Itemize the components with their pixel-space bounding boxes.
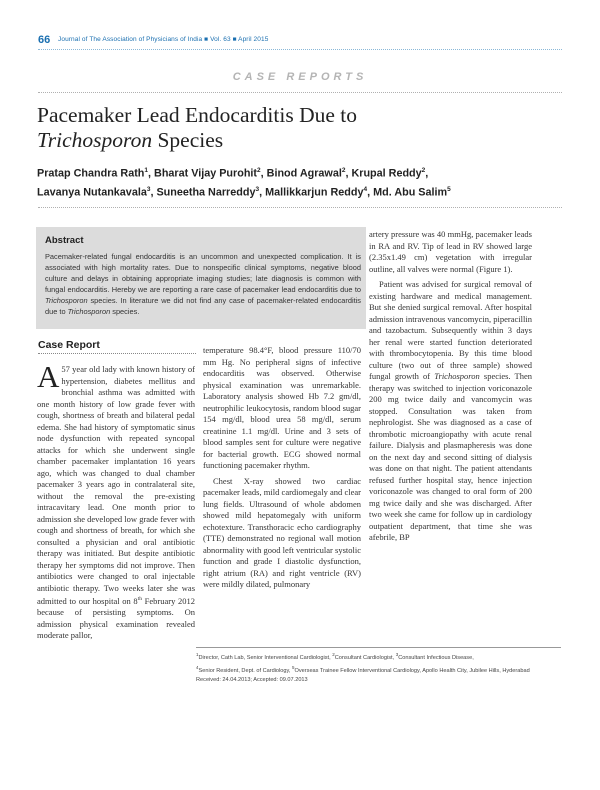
author-sep: ,: [367, 186, 374, 199]
section-label: CASE REPORTS: [232, 71, 368, 83]
fn-sup: 3: [395, 652, 399, 657]
fn-text: Director, Cath Lab, Senior Interventional Cardiologist,: [198, 654, 333, 661]
drop-cap: A: [37, 359, 60, 394]
author-affil: 2: [257, 167, 261, 174]
author-affil: 3: [146, 185, 151, 193]
fn-text: Consultant Infectious Disease,: [398, 654, 474, 661]
case-report-heading: Case Report: [38, 339, 100, 351]
author: Suneetha Narreddy: [156, 186, 256, 199]
footnote-rule: [196, 647, 561, 648]
author-sep: ,: [259, 186, 266, 199]
author: Binod Agrawal: [266, 167, 342, 180]
col3-paragraph: artery pressure was 40 mmHg, pacemaker leads in RA and RV. Tip of lead in RV showed large (2.35x1.49 cm) vegetation with irregular outline, all valves were normal (Figure 1).: [369, 229, 532, 274]
page-number: 66: [38, 34, 51, 46]
abstract-italic: Trichosporon: [67, 307, 111, 316]
abstract-part: Pacemaker-related fungal endocarditis is an uncommon and unexpected complication. It is associated with high mortality rates. Due to nonspecific clinical symptoms, negative blood culture and delays in obtaining appropriate imaging studies; late diagnosis is common with fungal endocarditis. Hereby we are reporting a rare case of pacemaker lead endocarditis due to: [45, 252, 361, 294]
col3-italic: Trichosporon: [434, 371, 480, 381]
header-rule: [38, 49, 562, 50]
col3-text-b: species. Then therapy was switched to injection voriconazole 200 mg twice daily and vancomycin was stopped. Consultation was taken from nephrologist. She was diagnosed as a case of thrombotic microangiopathy with acute renal failure. Dialysis and plasmapheresis was done on the next day and second sitting of dialysis was done on that night. The patient attendants refused further hospital stay, hence injection voriconazole was changed to oral form of 200 mg twice daily and she was discharged. After two week she came for follow up in cardiology outpatient department, that time she was afebrile, BP: [369, 371, 532, 542]
abstract-heading: Abstract: [45, 235, 84, 246]
abstract-part: species.: [110, 307, 140, 316]
author-sep: ,: [425, 167, 429, 180]
author-affil: 5: [447, 185, 451, 193]
col3-paragraph: [369, 279, 532, 544]
author-affil: 2: [341, 167, 346, 174]
author-affil: 3: [255, 185, 260, 193]
col1-sup: th: [137, 596, 142, 602]
body-column-2: [203, 345, 361, 591]
section-rule: [38, 92, 562, 93]
authors-rule: [38, 207, 562, 208]
abstract-part: species. In literature we did not find any case of pacemaker-related endocarditis due to: [45, 296, 361, 316]
fn-sup: 1: [196, 652, 199, 657]
fn-text: Overseas Trainee Fellow Interventional Cardiology, Apollo Health City, Jubilee Hills, Hyderabad: [294, 667, 530, 674]
author-sep: ,: [260, 167, 267, 180]
author-affil: 4: [363, 185, 368, 193]
abstract-italic: Trichosporon: [45, 296, 88, 305]
col3-text: Patient was advised for surgical removal of existing hardware and medical management. But she denied surgical removal. After hospital admission intravenous vancomycin, piperacillin and tazobactum. Subsequently within 3 days her renal were started function deteriorated with thrombocytopenia. By this time blood culture (two out of three sample) showed fungal growth of: [369, 279, 532, 381]
fn-sup: 4: [196, 664, 199, 670]
author-sep: ,: [345, 167, 352, 180]
fn-text: Consultant Cardiologist,: [334, 654, 396, 661]
author-list: [37, 163, 567, 200]
author: Lavanya Nutankavala: [37, 186, 147, 199]
author-sep: ,: [148, 167, 155, 180]
fn-sup: 2: [332, 652, 335, 657]
article-title: [37, 103, 557, 153]
author: Pratap Chandra Rath: [37, 167, 145, 180]
body-column-3: [369, 229, 532, 544]
abstract-text: [45, 251, 361, 317]
author: Bharat Vijay Purohit: [154, 167, 258, 180]
running-header: [0, 34, 600, 50]
author-sep: ,: [150, 186, 157, 199]
case-report-rule: [38, 353, 196, 354]
affiliations-footnote: [196, 650, 561, 685]
journal-name: Journal of The Association of Physicians of India ■ Vol. 63 ■ April 2015: [58, 36, 269, 43]
author: Mallikkarjun Reddy: [265, 186, 364, 199]
author: Krupal Reddy: [351, 167, 422, 180]
fn-text: Senior Resident, Dept. of Cardiology,: [198, 667, 293, 674]
body-column-1: [37, 359, 195, 642]
col2-paragraph: Chest X-ray showed two cardiac pacemaker leads, mild cardiomegaly and clear lung fields. Ultrasound of whole abdomen showed mild hepatomegaly with uniform echotexture. Transthoracic echo cardiography (TTE) demonstrated no regional wall motion abnormality with good left ventricular systolic function and grade I diastolic dysfunction, right atrium (RA) and right ventricle (RV) were mildly dilated, pulmonary: [203, 475, 361, 589]
col1-text-b: February 2012 because of persisting symptoms. On admission physical examination revealed moderate pallor,: [37, 595, 195, 641]
fn-sup: 5: [292, 664, 295, 670]
col2-paragraph: temperature 98.4°F, blood pressure 110/70 mm Hg. No peripheral signs of infective endocarditis was observed. Otherwise physical examination was unremarkable. Laboratory analysis showed Hb 7.2 gm/dl, neutrophilic leukocytosis, random blood sugar 154 mg/dl, blood urea 58 mg/dl, serum creatinine 1.1 mg/dl. Urine and 3 sets of blood samples sent for culture were negative for bacterial growth. ECG showed normal functioning pacemaker rhythm.: [203, 345, 361, 470]
author-affil: 1: [144, 167, 149, 174]
author-affil: 2: [421, 167, 426, 174]
title-rest: Species: [152, 128, 224, 152]
received-dates: Received: 24.04.2013; Accepted: 09.07.2013: [196, 676, 308, 683]
abstract-box: [36, 227, 366, 329]
title-line1: Pacemaker Lead Endocarditis Due to: [37, 103, 357, 127]
author: Md. Abu Salim: [373, 186, 448, 199]
col1-text: 57 year old lady with known history of hypertension, diabetes mellitus and bronchial asthma was admitted with one month history of low grade fever with cough, shortness of breath and bilateral pedal edema. She had history of symptomatic sinus node dysfunction with repeated syncopal attacks for which she underwent single chamber pacemaker implantation 16 years ago, which was changed to dual chamber pacemaker 3 years ago in contralateral site, without the removal the pre-existing intracavitary lead. One month prior to admission she developed low grade fever with cough and shortness of breath, for which she consulted a physician and oral antibiotic therapy was initiated. But despite antibiotic therapy her symptoms did not improve. Then antibiotics were changed to oral injectable antibiotic therapy. Two weeks later she was admitted to our hospital on 8: [37, 364, 195, 606]
title-italic: Trichosporon: [37, 128, 153, 152]
